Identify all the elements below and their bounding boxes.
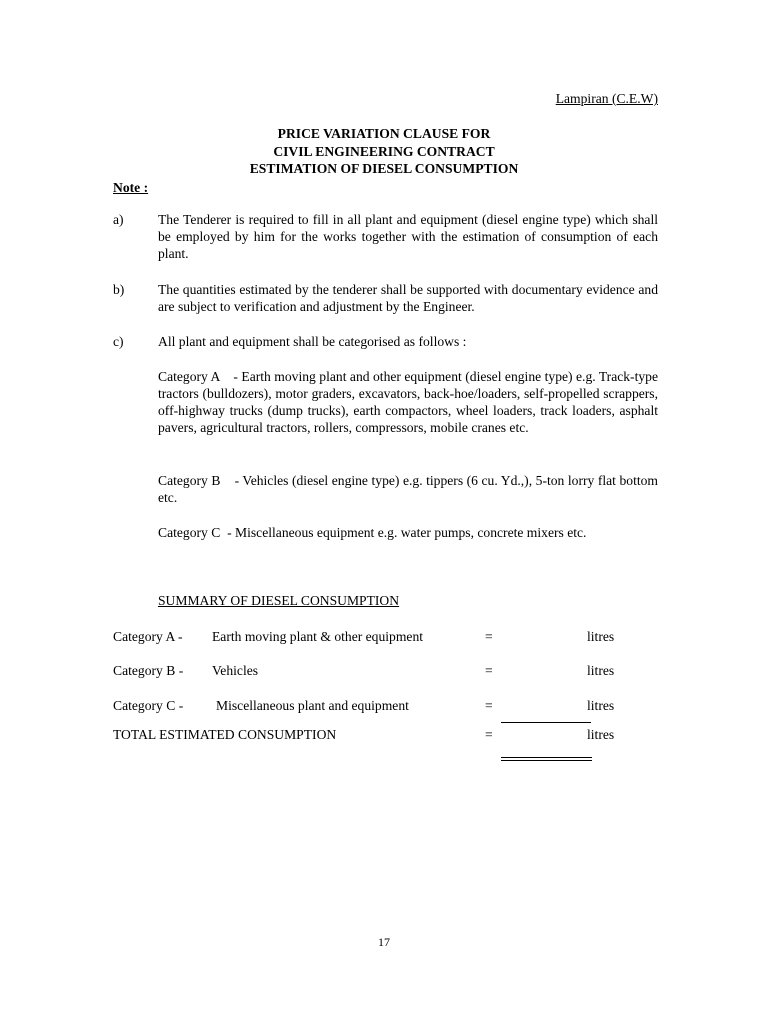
category-c-paragraph: Category C - Miscellaneous equipment e.g. water pumps, concrete mixers etc. [158,525,587,540]
summary-row-equals: = [485,629,493,644]
summary-row-unit: litres [587,629,615,644]
title-line-2: CIVIL ENGINEERING CONTRACT [273,143,495,159]
summary-row-label: Category B - [113,663,184,678]
note-label: Note : [113,180,149,195]
title-line-3: ESTIMATION OF DIESEL CONSUMPTION [249,161,519,176]
note-item-letter: b) [113,282,125,297]
total-unit: litres [587,727,615,742]
summary-row-unit: litres [587,698,615,713]
category-b-paragraph: Category B - Vehicles (diesel engine type) e.g. tippers (6 cu. Yd.,), 5-ton lorry flat bottom etc. [158,473,662,505]
document-reference: Lampiran (C.E.W) [555,91,658,106]
summary-row-equals: = [485,663,493,678]
note-item-text: The quantities estimated by the tenderer shall be supported with documentary evidence and are subject to verification and adjustment by the Engineer. [158,282,658,314]
title-block [0,125,768,178]
summary-row-equals: = [485,698,493,713]
note-item-letter: a) [113,212,124,227]
note-item-letter: c) [113,334,124,349]
category-a-paragraph: Category A - Earth moving plant and other equipment (diesel engine type) e.g. Track-type tractors (bulldozers), motor graders, excavators, back-hoe/loaders, self-propelled scrappers, off-highway trucks (dump trucks), earth compactors, wheel loaders, track loaders, asphalt pavers, agricultural tractors, rollers, compressors, mobile cranes etc. [158,369,662,435]
subtotal-rule [501,722,591,723]
summary-row-label: Category C - [113,698,184,713]
note-item-text: The Tenderer is required to fill in all plant and equipment (diesel engine type) which shall be employed by him for the works together with the estimation of consumption of each plant. [158,212,658,261]
page-number: 17 [378,935,390,949]
summary-row-unit: litres [587,663,615,678]
summary-heading: SUMMARY OF DIESEL CONSUMPTION [158,593,400,608]
total-double-rule-top [501,757,592,758]
summary-row-description: Vehicles [212,663,259,678]
total-label: TOTAL ESTIMATED CONSUMPTION [113,727,337,742]
summary-row-description: Earth moving plant & other equipment [212,629,424,644]
title-line-1: PRICE VARIATION CLAUSE FOR [277,126,491,141]
total-double-rule-bottom [501,760,592,761]
summary-row-label: Category A - [113,629,183,644]
summary-row-description: Miscellaneous plant and equipment [216,698,409,713]
note-item-text: All plant and equipment shall be categorised as follows : [158,334,467,349]
total-equals: = [485,727,493,742]
